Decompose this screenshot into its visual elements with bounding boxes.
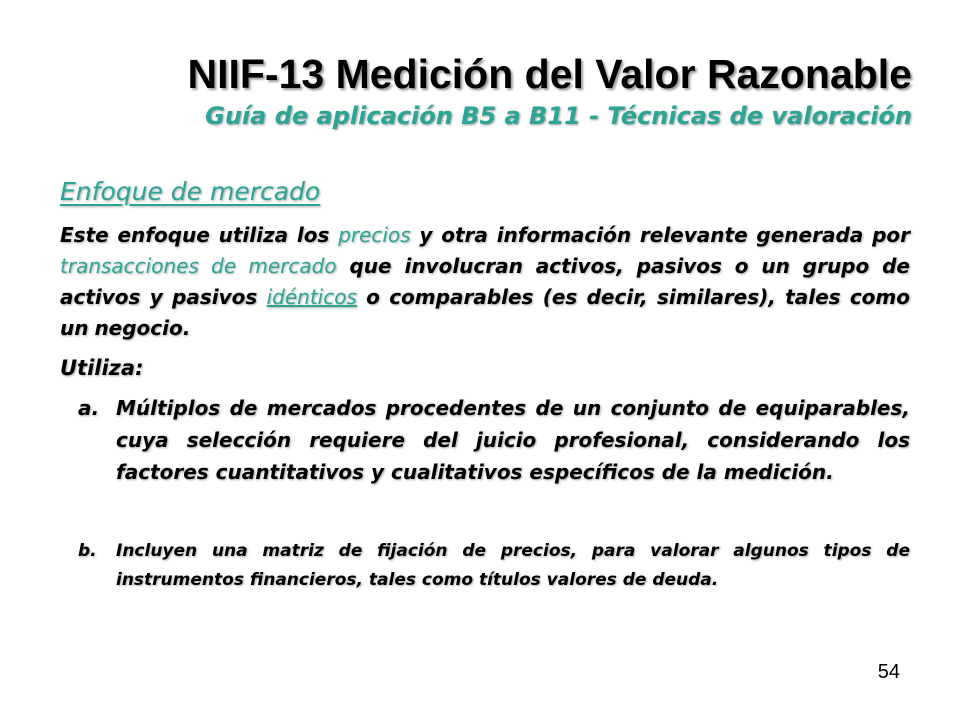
list-marker: b. — [78, 541, 97, 561]
list-item-text: Múltiplos de mercados procedentes de un conjunto de equiparables, cuya selección requiere del juicio profesional, considerando los factores cuantitativos y cualitativos específicos de la medición. — [116, 396, 910, 484]
list-item-text: Incluyen una matriz de fijación de precios, para valorar algunos tipos de instrumentos financieros, tales como títulos valores de deuda. — [116, 541, 910, 590]
list-marker: a. — [78, 396, 100, 420]
paragraph-text: y otra información relevante generada por — [410, 223, 910, 247]
highlight-identicos: idénticos — [266, 285, 357, 309]
section-heading: Enfoque de mercado — [60, 177, 321, 206]
paragraph-text: Este enfoque utiliza los — [60, 223, 339, 247]
slide-title: NIIF-13 Medición del Valor Razonable — [187, 51, 912, 97]
paragraph-text: que involucran activos, pasivos o un grupo de activos y pasivos — [60, 254, 910, 309]
paragraph-text: o comparables (es decir, similares), tales como un negocio. — [60, 285, 910, 340]
intro-paragraph — [60, 220, 910, 344]
slide-subtitle: Guía de aplicación B5 a B11 - Técnicas de valoración — [205, 102, 912, 130]
highlight-transacciones: transacciones de mercado — [60, 254, 337, 278]
utiliza-label: Utiliza: — [60, 356, 144, 380]
page-number: 54 — [877, 661, 900, 683]
list-item — [78, 392, 910, 488]
list-item — [78, 537, 910, 595]
highlight-precios: precios — [338, 223, 411, 247]
